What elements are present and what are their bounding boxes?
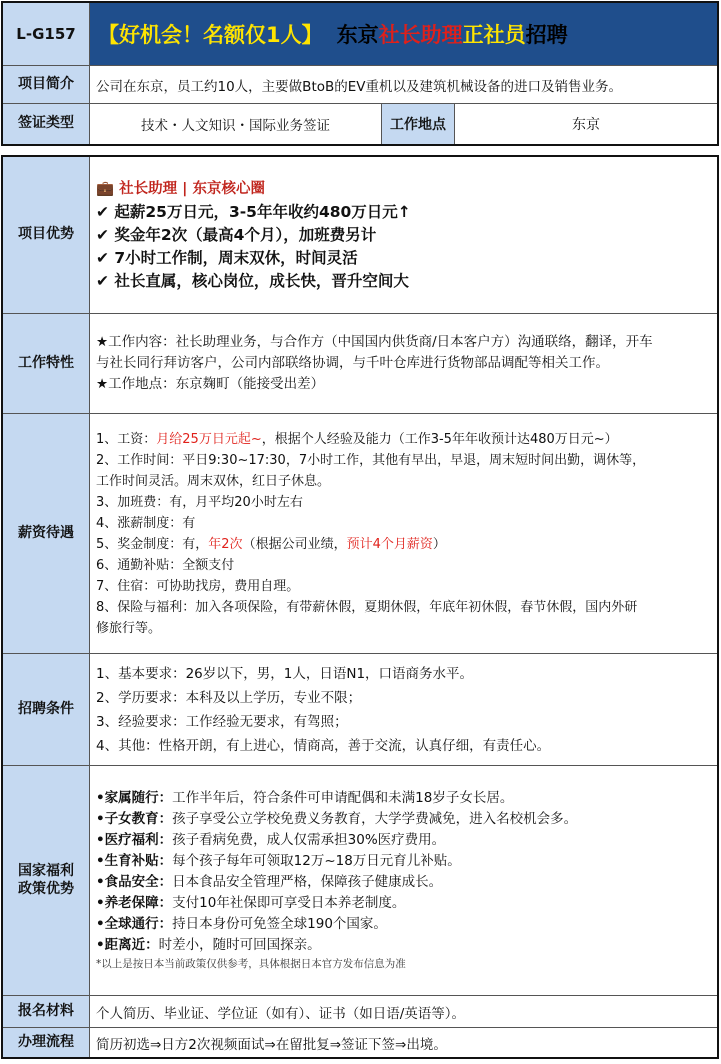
intro-text: 公司在东京，员工约10人，主要做BtoB的EV重机以及建筑机械设备的进口及销售业务。	[96, 78, 623, 95]
process-label: 办理流程	[3, 1028, 90, 1057]
title-position: 社长助理	[378, 23, 463, 47]
requirement-line: 2、学历要求：本科及以上学历，专业不限；	[96, 689, 362, 706]
location-value: 东京	[572, 117, 600, 133]
title-row	[3, 3, 717, 66]
advantages-row	[3, 157, 717, 314]
salary-line: 7、住宿：可协助找房，费用自理。	[96, 578, 300, 594]
salary-label: 薪资待遇	[3, 414, 90, 653]
requirement-line: 1、基本要求：26岁以下，男，1人，日语N1，口语商务水平。	[96, 665, 474, 682]
salary-line: 3、加班费：有，月平均20小时左右	[96, 494, 303, 510]
job-details	[90, 314, 717, 413]
job-line: ★工作地点：东京麹町（能接受出差）	[96, 376, 325, 392]
salary-line: 1、工资：月给25万日元起~，根据个人经验及能力（工作3-5年年收预计达480万日元~）	[96, 431, 618, 447]
salary-details	[90, 414, 717, 653]
salary-line: 5、奖金制度：有，年2次（根据公司业绩，预计4个月薪资）	[96, 536, 446, 552]
welfare-item: •生育补贴：每个孩子每年可领取12万~18万日元育儿补贴。	[96, 853, 461, 869]
materials-row	[3, 996, 717, 1028]
requirements-row	[3, 654, 717, 766]
page-title	[90, 3, 717, 65]
salary-line: 工作时间灵活。周末双休，红日子休息。	[96, 473, 331, 489]
job-line: 与社长同行拜访客户，公司内部联络协调，与千叶仓库进行货物部品调配等相关工作。	[96, 355, 609, 371]
job-line: ★工作内容：社长助理业务，与合作方（中国国内供货商/日本客户方）沟通联络，翻译，开车	[96, 334, 653, 350]
welfare-item: •距离近：时差小，随时可回国探亲。	[96, 937, 321, 953]
materials-label: 报名材料	[3, 996, 90, 1027]
title-city: 东京	[336, 23, 379, 47]
job-row	[3, 314, 717, 414]
welfare-item: •食品安全：日本食品安全管理严格，保障孩子健康成长。	[96, 874, 443, 890]
advantages-label: 项目优势	[3, 157, 90, 313]
welfare-item: •子女教育：孩子享受公立学校免费义务教育，大学学费减免，进入名校机会多。	[96, 811, 578, 827]
welfare-label: 国家福利 政策优势	[3, 766, 90, 995]
job-label: 工作特性	[3, 314, 90, 413]
requirement-line: 4、其他：性格开朗，有上进心，情商高，善于交流，认真仔细，有责任心。	[96, 737, 551, 754]
salary-line: 8、保险与福利：加入各项保险，有带薪休假，夏期休假，年底年初休假，春节休假，国内外研	[96, 599, 638, 615]
welfare-list	[90, 766, 717, 995]
advantages-head: 💼 社长助理 | 东京核心圈	[96, 180, 265, 197]
welfare-item: •全球通行：持日本身份可免签全球190个国家。	[96, 916, 387, 932]
advantages-list	[90, 157, 717, 313]
salary-row	[3, 414, 717, 654]
welfare-item: •养老保障：支付10年社保即可享受日本养老制度。	[96, 895, 406, 911]
visa-row	[3, 104, 717, 144]
intro-label: 项目简介	[3, 66, 90, 103]
salary-line: 修旅行等。	[96, 620, 162, 636]
title-recruit: 招聘	[525, 23, 568, 47]
requirements-label: 招聘条件	[3, 654, 90, 765]
welfare-item: •家属随行：工作半年后，符合条件可申请配偶和未满18岁子女长居。	[96, 790, 514, 806]
salary-line: 4、涨薪制度：有	[96, 515, 196, 531]
detail-table	[1, 155, 719, 1059]
advantage-item: ✔ 奖金年2次（最高4个月），加班费另计	[96, 225, 377, 244]
process-text: 简历初选⇒日方2次视频面试⇒在留批复⇒签证下签⇒出境。	[96, 1036, 447, 1053]
salary-line: 2、工作时间：平日9:30~17:30，7小时工作，其他有早出，早退，周末短时间出勤，调休等，	[96, 452, 646, 468]
location-label: 工作地点	[382, 104, 455, 144]
materials-text: 个人简历、毕业证、学位证（如有）、证书（如日语/英语等）。	[96, 1005, 466, 1022]
advantage-item: ✔ 7小时工作制，周末双休，时间灵活	[96, 248, 358, 267]
welfare-item: •医疗福利：孩子看病免费，成人仅需承担30%医疗费用。	[96, 832, 446, 848]
job-code: L-G157	[3, 3, 90, 65]
advantage-item: ✔ 起薪25万日元，3-5年年收约480万日元↑	[96, 202, 411, 221]
title-employment: 正社员	[462, 23, 526, 47]
welfare-note: *以上是按日本当前政策仅供参考，具体根据日本官方发布信息为准	[96, 958, 406, 970]
advantage-item: ✔ 社长直属，核心岗位，成长快，晋升空间大	[96, 271, 409, 290]
salary-line: 6、通勤补贴：全额支付	[96, 557, 235, 573]
visa-value: 技术・人文知识・国际业务签证	[90, 104, 382, 144]
summary-table	[1, 1, 719, 146]
visa-label: 签证类型	[3, 104, 90, 144]
requirement-line: 3、经验要求：工作经验无要求，有驾照；	[96, 713, 348, 730]
process-row	[3, 1028, 717, 1057]
requirements-list	[90, 654, 717, 765]
intro-row	[3, 66, 717, 104]
title-highlight: 【好机会！名额仅1人】	[98, 23, 323, 47]
welfare-row	[3, 766, 717, 996]
